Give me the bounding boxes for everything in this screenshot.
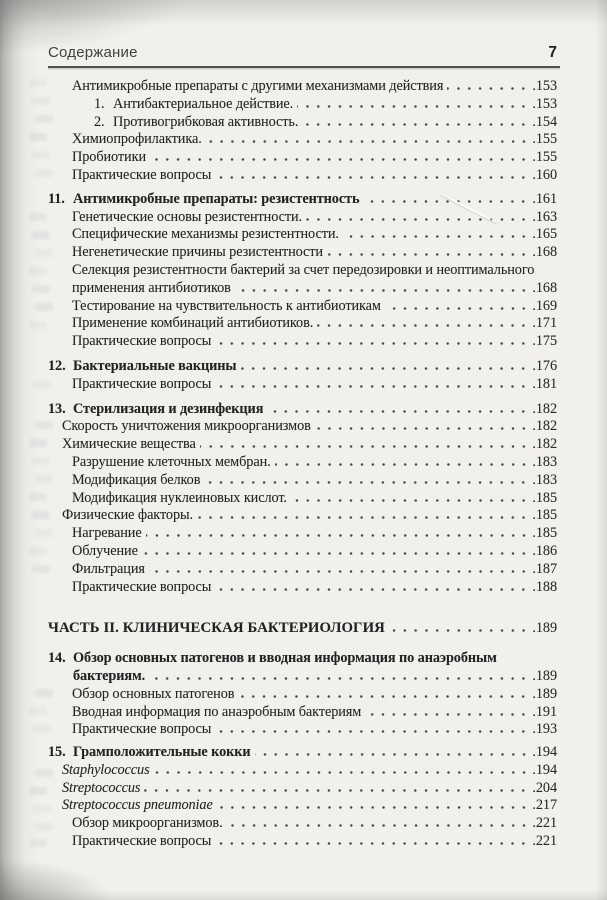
entry-page-number: . 154: [530, 114, 557, 132]
toc-entry: [48, 298, 557, 316]
entry-page-number: . 163: [530, 209, 557, 227]
toc-entry: [48, 543, 557, 561]
entry-title: Фильтрация: [72, 560, 145, 577]
dot-leader: [235, 289, 530, 292]
toc-entry: [48, 472, 557, 490]
scan-bleedthrough-artifact: [29, 547, 47, 555]
chapter-header-row: [48, 191, 557, 209]
dot-leader: [297, 105, 530, 108]
scan-bleedthrough-artifact: [35, 769, 53, 777]
dot-leader: [215, 842, 530, 845]
toc-entry: [48, 244, 557, 262]
toc-entry: [48, 686, 557, 704]
entry-page-number: . 186: [530, 543, 557, 561]
entry-page-number: . 185: [530, 507, 557, 525]
entry-page-number: . 204: [530, 780, 557, 798]
scan-bleedthrough-artifact: [29, 787, 47, 795]
entry-line1: [72, 262, 557, 280]
entry-page-number: . 183: [530, 454, 557, 472]
dot-leader: [389, 629, 530, 632]
dot-leader: [215, 588, 530, 591]
entry-title: Практические вопросы: [72, 833, 212, 850]
toc-entry: [48, 507, 557, 525]
entry-page-number: . 183: [530, 472, 557, 490]
scan-bleedthrough-artifact: [35, 303, 53, 311]
dot-leader: [215, 342, 530, 345]
chapter-number: 12.: [48, 357, 66, 374]
toc-entry: [48, 797, 557, 815]
entry-title: Вводная информация по анаэробным бактериям: [72, 703, 362, 720]
entry-page-number: . 168: [530, 280, 557, 298]
dot-leader: [149, 677, 530, 680]
entry-page-number: . 176: [530, 358, 557, 376]
entry-title: Облучение: [72, 542, 138, 559]
toc-section: [48, 358, 557, 394]
entry-title: Антимикробные препараты: резистентность: [73, 190, 360, 207]
toc-entry: [48, 96, 557, 114]
entry-list-number: 1.: [94, 95, 105, 112]
entry-page-number: . 161: [530, 191, 557, 209]
entry-title: Селекция резистентности бактерий за счет передозировки и неоптимального: [72, 261, 535, 278]
dot-leader: [302, 123, 530, 126]
toc-entry: [48, 149, 557, 167]
chapter-header-line1: [48, 650, 557, 668]
entry-page-number: . 165: [530, 226, 557, 244]
entry-page-number: . 185: [530, 490, 557, 508]
entry-title: Тестирование на чувствительность к антибиотикам: [72, 297, 381, 314]
entry-line2: [72, 280, 557, 298]
scan-bleedthrough-artifact: [29, 79, 47, 87]
dot-leader: [240, 367, 530, 370]
page-number: 7: [548, 44, 557, 61]
chapter-title: Обзор основных патогенов и вводная информация по анаэробным: [73, 650, 497, 667]
scan-bleedthrough-artifact: [35, 689, 53, 697]
entry-page-number: . 181: [530, 376, 557, 394]
entry-page-number: . 171: [530, 315, 557, 333]
entry-page-number: . 193: [530, 721, 557, 739]
dot-leader: [217, 806, 530, 809]
dot-leader: [215, 176, 530, 179]
dot-leader: [204, 481, 530, 484]
entry-page-number: . 169: [530, 298, 557, 316]
toc-entry: [48, 762, 557, 780]
dot-leader: [315, 427, 530, 430]
dot-leader: [365, 713, 530, 716]
entry-title: Химические вещества: [62, 436, 196, 453]
entry-page-number: . 160: [530, 167, 557, 185]
scan-bleedthrough-artifact: [35, 823, 53, 831]
entry-page-number: . 153: [530, 96, 557, 114]
toc-entry: [48, 333, 557, 351]
toc-entry: [48, 131, 557, 149]
entry-page-number: . 182: [530, 418, 557, 436]
scan-bleedthrough-artifact: [29, 321, 47, 329]
entry-title: ЧАСТЬ II. КЛИНИЧЕСКАЯ БАКТЕРИОЛОГИЯ: [48, 620, 385, 637]
running-head-title: Содержание: [48, 44, 138, 61]
scan-bleedthrough-artifact: [35, 249, 53, 257]
entry-title: Антибактериальное действие.: [113, 95, 294, 112]
entry-page-number: . 189: [530, 620, 557, 638]
dot-leader: [146, 534, 530, 537]
entry-title: Модификация нуклеиновых кислот.: [72, 489, 287, 506]
entry-page-number: . 189: [530, 686, 557, 704]
entry-page-number: . 217: [530, 797, 557, 815]
entry-title: Streptococcus pneumoniae: [62, 797, 213, 814]
scan-bleedthrough-artifact: [35, 475, 53, 483]
entry-page-number: . 155: [530, 149, 557, 167]
toc-entry: [48, 262, 557, 298]
dot-leader: [215, 385, 530, 388]
entry-page-number: . 168: [530, 244, 557, 262]
dot-leader: [327, 253, 530, 256]
entry-title: Антимикробные препараты с другими механизмами действия: [72, 78, 444, 94]
scan-bleedthrough-artifact: [35, 169, 53, 177]
entry-title: Нагревание: [72, 525, 142, 542]
dot-leader: [227, 824, 530, 827]
entry-page-number: . 175: [530, 333, 557, 351]
dot-leader: [317, 324, 530, 327]
entry-title: Разрушение клеточных мембран.: [72, 453, 271, 470]
entry-title: Стерилизация и дезинфекция: [73, 400, 264, 417]
toc-entry: [48, 376, 557, 394]
scan-bleedthrough-artifact: [29, 493, 47, 501]
entry-title: Специфические механизмы резистентности.: [72, 226, 339, 243]
entry-title: Генетические основы резистентности.: [72, 208, 303, 225]
toc-entry: [48, 209, 557, 227]
dot-leader: [238, 695, 530, 698]
scan-bleedthrough-artifact: [32, 151, 50, 159]
scan-bleedthrough-artifact: [35, 529, 53, 537]
entry-page-number: . 194: [530, 744, 557, 762]
dot-leader: [215, 730, 530, 733]
scan-bleedthrough-artifact: [29, 707, 47, 715]
scan-bleedthrough-artifact: [32, 725, 50, 733]
dot-leader: [206, 140, 530, 143]
dot-leader: [149, 570, 530, 573]
toc-entry: [48, 525, 557, 543]
scan-bleedthrough-artifact: [29, 839, 47, 847]
dot-leader: [144, 789, 530, 792]
entry-title: Staphylococcus: [62, 761, 150, 778]
toc-list: [48, 78, 557, 851]
chapter-title-continued: бактериям.: [73, 667, 146, 684]
scan-bleedthrough-artifact: [32, 231, 50, 239]
entry-page-number: . 188: [530, 579, 557, 597]
scan-bleedthrough-artifact: [32, 457, 50, 465]
toc-entry: [48, 704, 557, 722]
chapter-header-line2: [48, 668, 557, 686]
entry-page-number: . 221: [530, 833, 557, 851]
dot-leader: [385, 307, 530, 310]
entry-title: Практические вопросы: [72, 721, 212, 738]
dot-leader: [363, 200, 530, 203]
entry-title: Модификация белков: [72, 471, 201, 488]
toc-entry: [48, 315, 557, 333]
entry-title: Грамположительные кокки: [73, 744, 251, 761]
toc-entry: [48, 833, 557, 851]
dot-leader: [255, 753, 530, 756]
chapter-header-row: [48, 358, 557, 376]
entry-title: Практические вопросы: [72, 375, 212, 392]
entry-page-number: . 185: [530, 525, 557, 543]
part-header-row: [48, 620, 557, 638]
entry-title: Практические вопросы: [72, 166, 212, 183]
scan-bleedthrough-artifact: [29, 439, 47, 447]
dot-leader: [447, 87, 530, 90]
entry-title: Пробиотики: [72, 149, 147, 166]
toc-entry: [48, 454, 557, 472]
entry-title: Противогрибковая активность.: [113, 113, 299, 130]
entry-page-number: . 194: [530, 762, 557, 780]
entry-title: Streptococcus: [62, 779, 141, 796]
dot-leader: [197, 516, 530, 519]
toc-entry: [48, 167, 557, 185]
entry-page-number: . 191: [530, 704, 557, 722]
entry-page-number: . 187: [530, 561, 557, 579]
dot-leader: [150, 158, 530, 161]
entry-title: Практические вопросы: [72, 578, 212, 595]
entry-list-number: 2.: [94, 113, 105, 130]
entry-title: Обзор микроорганизмов.: [72, 815, 223, 832]
toc-section: [48, 78, 557, 185]
toc-entry: [48, 436, 557, 454]
scan-bleedthrough-artifact: [32, 285, 50, 293]
toc-entry: [48, 490, 557, 508]
entry-page-number: . 182: [530, 401, 557, 419]
dot-leader: [200, 445, 530, 448]
chapter-header-row: [48, 744, 557, 762]
dot-leader: [343, 235, 530, 238]
entry-title: Химиопрофилактика.: [72, 131, 202, 148]
toc-entry: [48, 114, 557, 132]
chapter-number: 13.: [48, 400, 66, 417]
entry-title: Применение комбинаций антибиотиков.: [72, 315, 314, 332]
chapter-header-row: [48, 401, 557, 419]
scan-bleedthrough-artifact: [35, 115, 53, 123]
entry-title: Физические факторы.: [62, 507, 194, 524]
entry-page-number: . 221: [530, 815, 557, 833]
entry-title: Негенетические причины резистентности: [72, 244, 323, 261]
scan-bleedthrough-artifact: [35, 421, 53, 429]
chapter-number: 11.: [48, 190, 65, 207]
toc-entry: [48, 815, 557, 833]
running-head: [48, 44, 557, 64]
scan-bleedthrough-artifact: [32, 97, 50, 105]
entry-title: Обзор основных патогенов: [72, 685, 235, 702]
toc-section: [48, 650, 557, 739]
scan-bleedthrough-artifact: [32, 511, 50, 519]
toc-entry: [48, 78, 557, 96]
entry-page-number: . 189: [530, 668, 557, 686]
entry-title: Скорость уничтожения микроорганизмов: [62, 418, 311, 435]
chapter-number: 15.: [48, 744, 66, 761]
header-rule: [48, 66, 560, 68]
entry-title-continued: применения антибиотиков: [72, 279, 231, 296]
chapter-number: 14.: [48, 650, 66, 667]
toc-section: [48, 744, 557, 851]
toc-entry: [48, 226, 557, 244]
dot-leader: [142, 552, 530, 555]
toc-section: [48, 401, 557, 597]
dot-leader: [306, 218, 530, 221]
entry-page-number: . 153: [530, 78, 557, 96]
toc-entry: [48, 780, 557, 798]
entry-title: Практические вопросы: [72, 333, 212, 350]
scan-bleedthrough-artifact: [29, 213, 47, 221]
entry-page-number: . 155: [530, 131, 557, 149]
dot-leader: [154, 771, 530, 774]
scan-bleedthrough-artifact: [32, 805, 50, 813]
toc-section: [48, 620, 557, 638]
toc-entry: [48, 561, 557, 579]
scan-bleedthrough-artifact: [29, 267, 47, 275]
scan-bleedthrough-artifact: [32, 565, 50, 573]
dot-leader: [275, 463, 530, 466]
toc-entry: [48, 721, 557, 739]
entry-page-number: . 182: [530, 436, 557, 454]
scan-bleedthrough-artifact: [32, 381, 50, 389]
dot-leader: [267, 410, 530, 413]
entry-title: Бактериальные вакцины: [73, 357, 237, 374]
toc-entry: [48, 579, 557, 597]
dot-leader: [291, 499, 530, 502]
chapter-header-row: [48, 650, 557, 686]
toc-entry: [48, 418, 557, 436]
scan-bleedthrough-artifact: [29, 133, 47, 141]
